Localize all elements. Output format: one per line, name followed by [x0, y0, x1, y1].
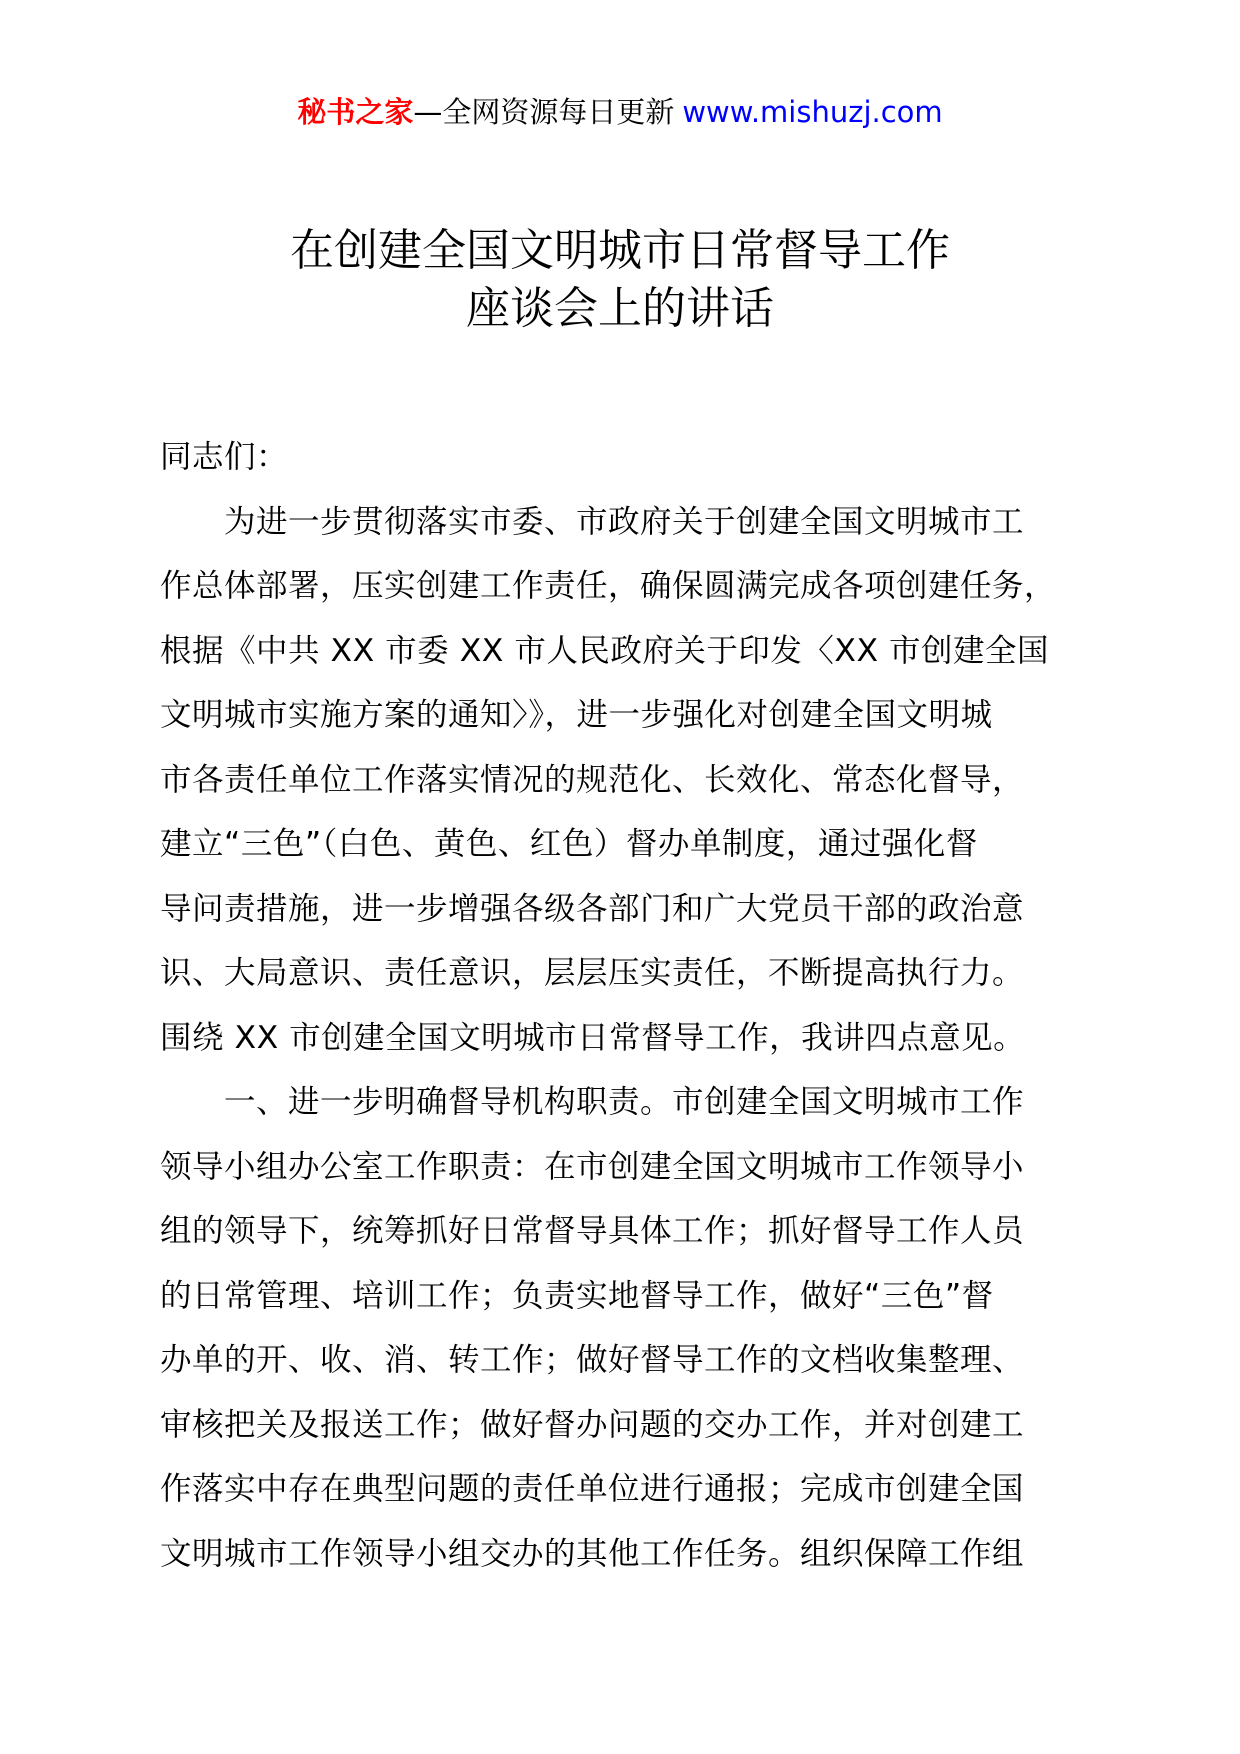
- text-line: 办单的开、收、消、转工作；做好督导工作的文档收集整理、: [160, 1342, 1025, 1378]
- text-line: 领导小组办公室工作职责：在市创建全国文明城市工作领导小: [160, 1148, 1025, 1185]
- banner-brand: 秘书之家: [297, 95, 414, 129]
- text-line: 一、进一步明确督导机构职责。市创建全国文明城市工作: [224, 1084, 1025, 1120]
- title-line: 座谈会上的讲话: [466, 283, 774, 334]
- text-line: 文明城市工作领导小组交办的其他工作任务。组织保障工作组: [160, 1535, 1025, 1572]
- text-line: 作总体部署，压实创建工作责任，确保圆满完成各项创建任务，: [160, 568, 1057, 604]
- salutation: 同志们：: [160, 439, 289, 475]
- text-line: 建立“三色”（白色、黄色、红色）督办单制度，通过强化督: [160, 826, 978, 862]
- text-line: 导问责措施，进一步增强各级各部门和广大党员干部的政治意: [160, 890, 1025, 927]
- text-line: 的日常管理、培训工作；负责实地督导工作，做好“三色”督: [160, 1277, 994, 1314]
- text-line: 市各责任单位工作落实情况的规范化、长效化、常态化督导，: [160, 761, 1025, 798]
- title-line: 在创建全国文明城市日常督导工作: [290, 225, 950, 276]
- text-line: 审核把关及报送工作；做好督办问题的交办工作，并对创建工: [160, 1406, 1025, 1443]
- text-line: 为进一步贯彻落实市委、市政府关于创建全国文明城市工: [224, 503, 1025, 540]
- paragraph-section-one: [160, 1070, 1120, 1586]
- text-line: 识、大局意识、责任意识，层层压实责任，不断提高执行力。: [160, 955, 1025, 991]
- banner-url-link[interactable]: www.mishuzj.com: [682, 95, 943, 129]
- banner-slogan: —全网资源每日更新: [413, 95, 675, 129]
- text-line: 组的领导下，统筹抓好日常督导具体工作；抓好督导工作人员: [160, 1213, 1025, 1249]
- text-line: 作落实中存在典型问题的责任单位进行通报；完成市创建全国: [160, 1471, 1025, 1507]
- site-banner: [0, 92, 1240, 132]
- text-line: 根据《中共 XX 市委 XX 市人民政府关于印发〈XX 市创建全国: [160, 632, 1050, 669]
- paragraph-intro: [160, 490, 1120, 1071]
- document-body: [160, 425, 1120, 1586]
- document-title: [0, 222, 1240, 338]
- text-line: 围绕 XX 市创建全国文明城市日常督导工作，我讲四点意见。: [160, 1019, 1026, 1056]
- text-line: 文明城市实施方案的通知〉》，进一步强化对创建全国文明城: [160, 697, 993, 733]
